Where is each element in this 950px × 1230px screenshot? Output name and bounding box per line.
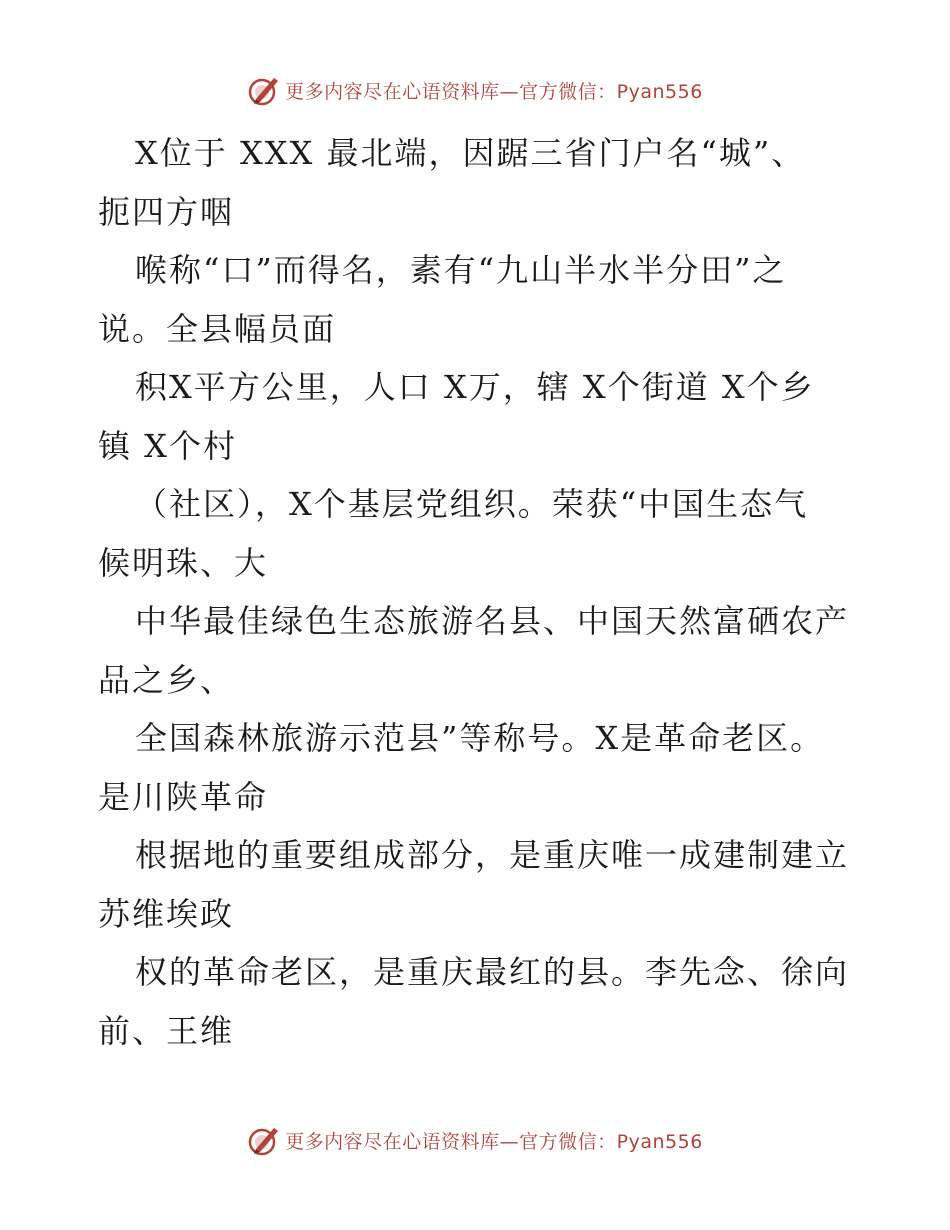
text-line: 积X平方公里，人口 X万，辖 X个街道 X个乡: [135, 368, 815, 406]
text-line: 全国森林旅游示范县”等称号。X是革命老区。: [135, 719, 825, 757]
text-line: 是川陕革命: [98, 777, 269, 816]
pen-seal-logo-icon: [247, 73, 281, 107]
banner-text: 更多内容尽在心语资料库—官方微信：Pyan556: [285, 1130, 703, 1153]
text-line: 根据地的重要组成部分，是重庆唯一成建制建立: [135, 836, 850, 874]
pen-seal-logo-icon: [247, 1123, 281, 1157]
header-banner: [0, 70, 950, 110]
text-line: 权的革命老区，是重庆最红的县。李先念、徐向: [135, 953, 850, 991]
text-line: 镇 X个村: [98, 426, 237, 465]
text-line: 前、王维: [98, 1011, 235, 1050]
text-line: 候明珠、大: [98, 543, 269, 582]
footer-banner: [0, 1120, 950, 1160]
text-line: 喉称“口”而得名，素有“九山半水半分田”之: [135, 251, 787, 289]
document-body: [98, 124, 888, 1060]
banner-text: 更多内容尽在心语资料库—官方微信：Pyan556: [285, 80, 703, 103]
text-line: 品之乡、: [98, 660, 235, 699]
text-line: （社区），X个基层党组织。荣获“中国生态气: [135, 485, 809, 523]
text-line: 苏维埃政: [98, 894, 235, 933]
text-line: 中华最佳绿色生态旅游名县、中国天然富硒农产: [135, 602, 850, 640]
text-line: 扼四方咽: [98, 192, 235, 231]
text-line: X位于 XXX 最北端，因踞三省门户名“城”、: [135, 134, 806, 172]
text-line: 说。全县幅员面: [98, 309, 337, 348]
